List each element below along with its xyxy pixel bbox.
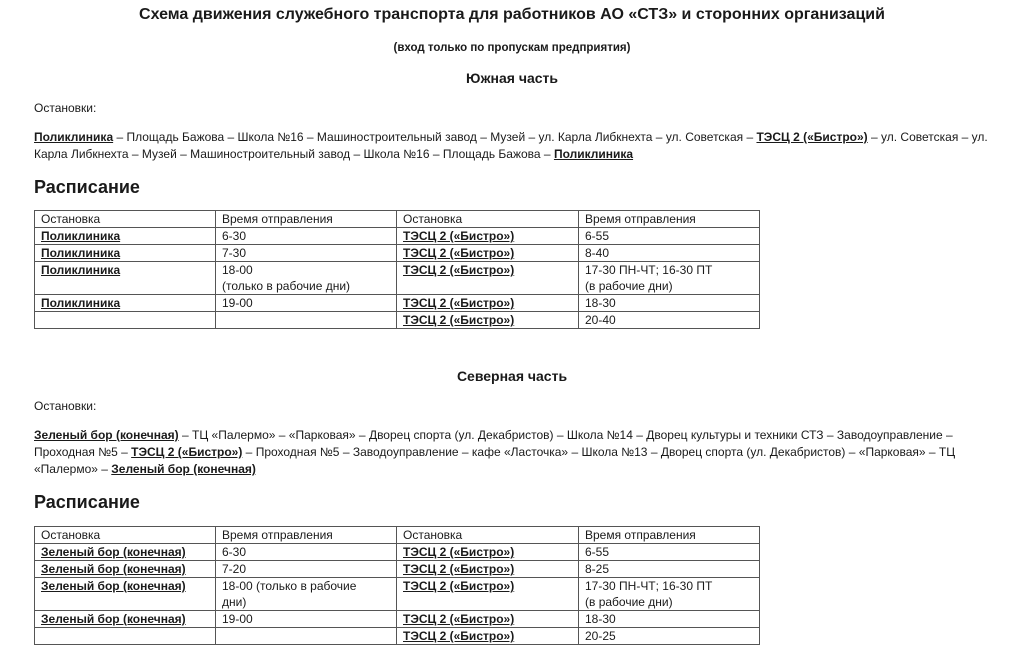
stop-cell: ТЭСЦ 2 («Бистро») <box>397 544 579 561</box>
departure-time-cell <box>216 312 397 329</box>
north-schedule-table <box>34 526 760 645</box>
north-route: Зеленый бор (конечная) – ТЦ «Палермо» – «Парковая» – Дворец спорта (ул. Декабристов) – Школа №14 – Дворец культуры и техники СТЗ – Заводоуправление – Проходная №5 – ТЭСЦ 2 («Бистро») – Проходная №5 – Заводоуправление – кафе «Ласточка» – Школа №13 – Дворец спорта (ул. Декабристов) – «Парковая» – ТЦ «Палермо» – Зеленый бор (конечная) <box>34 428 956 476</box>
departure-time-cell: 18-00 (только в рабочие дни) <box>216 262 397 295</box>
route-stop: Проходная №5 <box>255 445 340 459</box>
table-row <box>35 628 760 645</box>
stop-cell: Зеленый бор (конечная) <box>35 611 216 628</box>
stop-cell: ТЭСЦ 2 («Бистро») <box>397 561 579 578</box>
route-stop: ТЦ «Палермо» <box>191 428 276 442</box>
route-stop: ул. Советская <box>881 130 959 144</box>
route-stop: ТЭСЦ 2 («Бистро») <box>131 445 243 459</box>
north-section-heading: Северная часть <box>456 368 568 384</box>
north-schedule-heading: Расписание <box>34 492 140 512</box>
table-row <box>35 228 760 245</box>
south-section-heading: Южная часть <box>466 70 558 86</box>
departure-time-cell: 17-30 ПН-ЧТ; 16-30 ПТ (в рабочие дни) <box>579 578 760 611</box>
departure-time-cell: 19-00 <box>216 611 397 628</box>
route-stop: ТЭСЦ 2 («Бистро») <box>756 130 868 144</box>
south-route: Поликлиника – Площадь Бажова – Школа №16 – Машиностроительный завод – Музей – ул. Карла Либкнехта – ул. Советская – ТЭСЦ 2 («Бистро») – ул. Советская – ул. Карла Либкнехта – Музей – Машиностроительный завод – Школа №16 – Площадь Бажова – Поликлиника <box>34 130 988 161</box>
route-stop: ул. Карла Либкнехта <box>34 130 988 161</box>
stop-cell: Поликлиника <box>35 228 216 245</box>
table-row <box>35 544 760 561</box>
route-stop: Площадь Бажова <box>126 130 225 144</box>
stop-cell: ТЭСЦ 2 («Бистро») <box>397 578 579 611</box>
south-schedule-heading: Расписание <box>34 177 140 197</box>
departure-time-cell: 6-55 <box>579 544 760 561</box>
stop-cell: ТЭСЦ 2 («Бистро») <box>397 628 579 645</box>
departure-time-cell: 6-55 <box>579 228 760 245</box>
south-stops-label: Остановки: <box>34 101 97 115</box>
departure-time-cell: 18-30 <box>579 611 760 628</box>
document-subtitle: (вход только по пропускам предприятия) <box>393 42 631 54</box>
table-row <box>35 295 760 312</box>
south-schedule-table <box>34 210 760 329</box>
departure-time-cell: 20-40 <box>579 312 760 329</box>
stop-cell: Зеленый бор (конечная) <box>35 578 216 611</box>
departure-time-cell: 18-30 <box>579 295 760 312</box>
stop-cell: ТЭСЦ 2 («Бистро») <box>397 245 579 262</box>
column-header: Время отправления <box>216 527 397 544</box>
stop-cell: ТЭСЦ 2 («Бистро») <box>397 611 579 628</box>
departure-time-cell: 17-30 ПН-ЧТ; 16-30 ПТ (в рабочие дни) <box>579 262 760 295</box>
route-stop: Школа №16 <box>237 130 304 144</box>
table-row <box>35 578 760 611</box>
departure-time-cell: 18-00 (только в рабочие дни) <box>216 578 397 611</box>
column-header: Остановка <box>35 211 216 228</box>
departure-time-cell <box>216 628 397 645</box>
column-header: Время отправления <box>579 527 760 544</box>
route-stop: ул. Советская <box>665 130 744 144</box>
stop-cell: Поликлиника <box>35 245 216 262</box>
route-stop: «Парковая» <box>858 445 926 459</box>
route-stop: ТЦ «Палермо» <box>34 445 956 476</box>
table-header-row <box>35 211 760 228</box>
departure-time-cell: 7-20 <box>216 561 397 578</box>
departure-time-cell: 19-00 <box>216 295 397 312</box>
column-header: Время отправления <box>579 211 760 228</box>
table-header-row <box>35 527 760 544</box>
departure-time-cell: 6-30 <box>216 228 397 245</box>
route-stop: Проходная №5 <box>34 445 118 459</box>
stop-cell <box>35 628 216 645</box>
route-stop: Школа №13 <box>581 445 648 459</box>
table-row <box>35 611 760 628</box>
route-stop: Зеленый бор (конечная) <box>34 428 179 442</box>
stop-cell: Зеленый бор (конечная) <box>35 561 216 578</box>
route-stop: Заводоуправление <box>836 428 943 442</box>
route-stop: Дворец спорта (ул. Декабристов) <box>660 445 846 459</box>
stop-cell: ТЭСЦ 2 («Бистро») <box>397 295 579 312</box>
route-stop: Музей <box>490 130 526 144</box>
route-stop: Дворец культуры и техники СТЗ <box>646 428 824 442</box>
route-stop: Поликлиника <box>553 147 634 161</box>
column-header: Остановка <box>35 527 216 544</box>
north-stops-label: Остановки: <box>34 399 97 413</box>
stop-cell: Поликлиника <box>35 262 216 295</box>
departure-time-cell: 8-25 <box>579 561 760 578</box>
stop-cell: ТЭСЦ 2 («Бистро») <box>397 312 579 329</box>
column-header: Остановка <box>397 527 579 544</box>
column-header: Остановка <box>397 211 579 228</box>
route-stop: Зеленый бор (конечная) <box>111 462 256 476</box>
table-row <box>35 312 760 329</box>
departure-time-cell: 8-40 <box>579 245 760 262</box>
route-stop: Музей <box>141 147 177 161</box>
route-stop: «Парковая» <box>288 428 356 442</box>
route-stop: ул. Карла Либкнехта <box>538 130 653 144</box>
route-stop: кафе «Ласточка» <box>471 445 569 459</box>
route-stop: Машиностроительный завод <box>316 130 477 144</box>
route-stop: Поликлиника <box>34 130 114 144</box>
column-header: Время отправления <box>216 211 397 228</box>
stop-cell: Поликлиника <box>35 295 216 312</box>
stop-cell <box>35 312 216 329</box>
stop-cell: ТЭСЦ 2 («Бистро») <box>397 228 579 245</box>
table-row <box>35 262 760 295</box>
departure-time-cell: 6-30 <box>216 544 397 561</box>
departure-time-cell: 20-25 <box>579 628 760 645</box>
table-row <box>35 561 760 578</box>
stop-cell: Зеленый бор (конечная) <box>35 544 216 561</box>
document-title: Схема движения служебного транспорта для работников АО «СТЗ» и сторонних организаций <box>139 6 885 23</box>
route-stop: Школа №16 <box>363 147 430 161</box>
route-stop: Площадь Бажова <box>442 147 541 161</box>
stop-cell: ТЭСЦ 2 («Бистро») <box>397 262 579 295</box>
departure-time-cell: 7-30 <box>216 245 397 262</box>
route-stop: Заводоуправление <box>352 445 459 459</box>
table-row <box>35 245 760 262</box>
route-stop: Школа №14 <box>566 428 633 442</box>
route-stop: Дворец спорта (ул. Декабристов) <box>368 428 554 442</box>
route-stop: Машиностроительный завод <box>190 147 351 161</box>
